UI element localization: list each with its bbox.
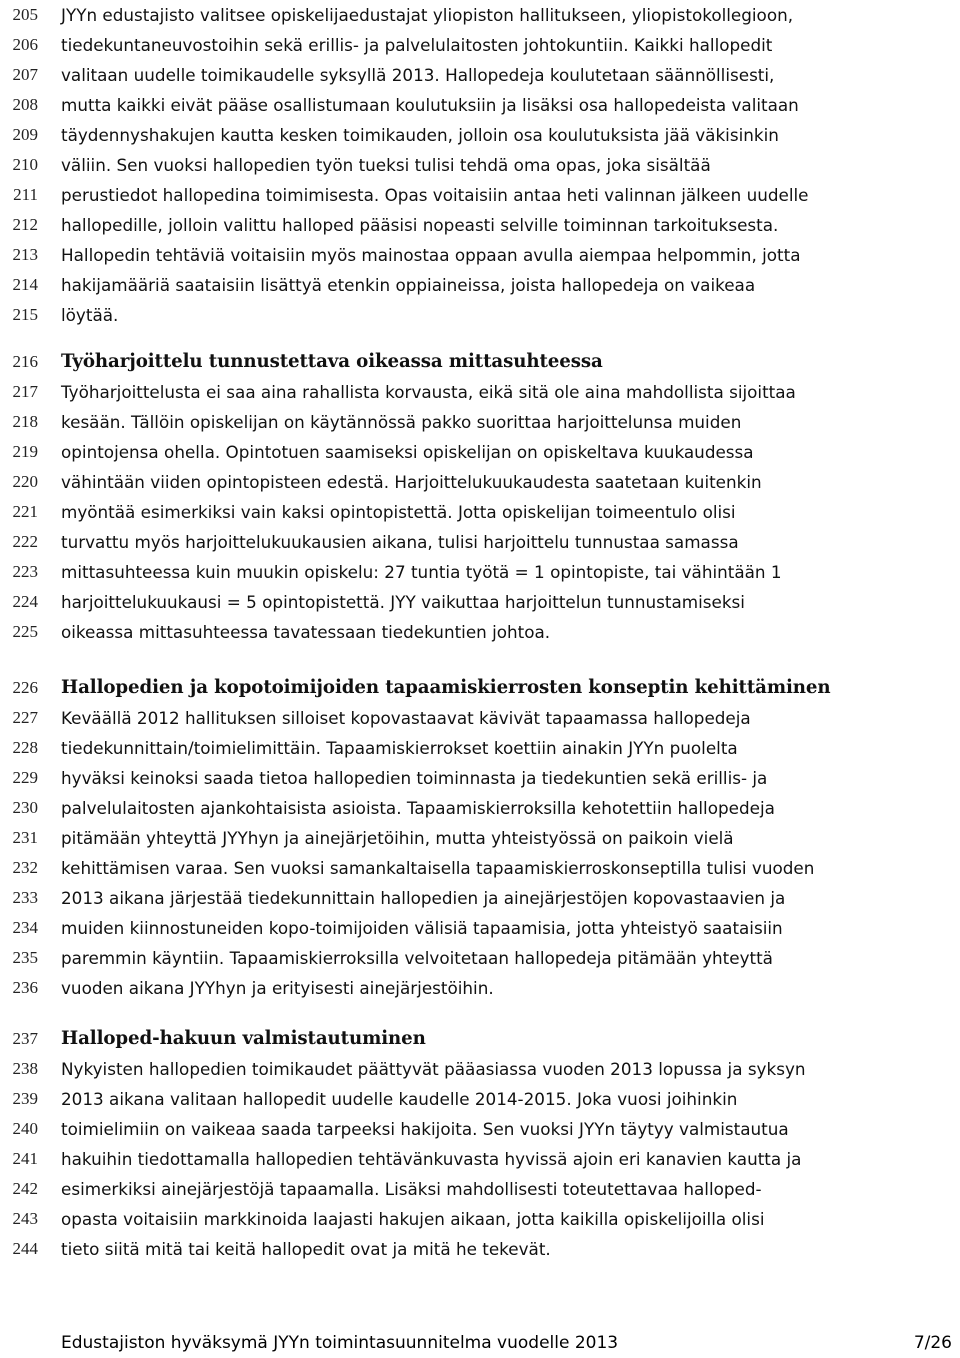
line-text: väliin. Sen vuoksi hallopedien työn tueksi tulisi tehdä oma opas, joka sisältää: [61, 155, 711, 175]
text-line: [0, 1054, 960, 1084]
line-number: 234: [12, 918, 38, 937]
text-line: [0, 703, 960, 733]
line-number: 229: [12, 768, 38, 787]
heading-text: Hallopedien ja kopotoimijoiden tapaamiskierrosten konseptin kehittäminen: [61, 677, 831, 698]
text-line: [0, 913, 960, 943]
line-number: 213: [12, 245, 38, 264]
line-text: tiedekuntaneuvostoihin sekä erillis- ja palvelulaitosten johtokuntiin. Kaikki hallopedit: [61, 35, 773, 55]
text-line: [0, 853, 960, 883]
line-text: JYYn edustajisto valitsee opiskelijaedustajat yliopiston hallitukseen, yliopistokollegioon,: [61, 5, 794, 25]
text-line: [0, 793, 960, 823]
line-text: palvelulaitosten ajankohtaisista asioista. Tapaamiskierroksilla kehotettiin hallopedeja: [61, 798, 775, 818]
line-text: oikeassa mittasuhteessa tavatessaan tiedekuntien johtoa.: [61, 622, 551, 642]
text-line: [0, 943, 960, 973]
text-line: [0, 437, 960, 467]
line-text: vuoden aikana JYYhyn ja erityisesti ainejärjestöihin.: [61, 978, 494, 998]
section-heading: [0, 347, 960, 377]
line-text: tiedekunnittain/toimielimittäin. Tapaamiskierrokset koettiin ainakin JYYn puolelta: [61, 738, 738, 758]
line-number: 242: [12, 1179, 38, 1198]
line-number: 207: [12, 65, 38, 84]
section-halloped-haku: [0, 1024, 960, 1264]
paragraph-hallopedit: [0, 0, 960, 330]
page-number: 7/26: [913, 1333, 952, 1353]
text-line: [0, 763, 960, 793]
text-line: [0, 0, 960, 30]
line-number: 220: [12, 472, 38, 491]
line-text: Keväällä 2012 hallituksen silloiset kopovastaavat kävivät tapaamassa hallopedeja: [61, 708, 751, 728]
section-tyoharjoittelu: [0, 347, 960, 647]
section-tapaamiskierrokset: [0, 673, 960, 1003]
line-text: Työharjoittelusta ei saa aina rahallista korvausta, eikä sitä ole aina mahdollista sijoittaa: [61, 382, 796, 402]
line-text: harjoittelukuukausi = 5 opintopistettä. JYY vaikuttaa harjoittelun tunnustamiseksi: [61, 592, 745, 612]
line-text: toimielimiin on vaikeaa saada tarpeeksi hakijoita. Sen vuoksi JYYn täytyy valmistautua: [61, 1119, 789, 1139]
line-text: esimerkiksi ainejärjestöjä tapaamalla. Lisäksi mahdollisesti toteutettavaa halloped-: [61, 1179, 762, 1199]
line-number: 236: [12, 978, 38, 997]
text-line: [0, 1114, 960, 1144]
line-text: 2013 aikana järjestää tiedekunnittain hallopedien ja ainejärjestöjen kopovastaavien ja: [61, 888, 786, 908]
line-text: mittasuhteessa kuin muukin opiskelu: 27 tuntia työtä = 1 opintopiste, tai vähintään 1: [61, 562, 782, 582]
line-text: vähintään viiden opintopisteen edestä. Harjoittelukuukaudesta saatetaan kuitenkin: [61, 472, 762, 492]
line-text: löytää.: [61, 305, 119, 325]
line-number: 212: [12, 215, 38, 234]
text-line: [0, 300, 960, 330]
line-number: 228: [12, 738, 38, 757]
line-text: hallopedille, jolloin valittu halloped pääsisi nopeasti selville toiminnan tarkoituksesta.: [61, 215, 779, 235]
text-line: [0, 120, 960, 150]
line-text: myöntää esimerkiksi vain kaksi opintopistettä. Jotta opiskelijan toimeentulo olisi: [61, 502, 736, 522]
text-line: [0, 733, 960, 763]
line-number: 219: [12, 442, 38, 461]
line-number: 244: [12, 1239, 38, 1258]
text-line: [0, 180, 960, 210]
line-number: 208: [12, 95, 38, 114]
text-line: [0, 210, 960, 240]
line-text: pitämään yhteyttä JYYhyn ja ainejärjetöihin, mutta yhteistyössä on paikoin vielä: [61, 828, 734, 848]
line-number: 233: [12, 888, 38, 907]
heading-text: Työharjoittelu tunnustettava oikeassa mittasuhteessa: [61, 351, 603, 372]
line-text: Nykyisten hallopedien toimikaudet päättyvät pääasiassa vuoden 2013 lopussa ja syksyn: [61, 1059, 806, 1079]
line-number: 210: [12, 155, 38, 174]
text-line: [0, 240, 960, 270]
text-line: [0, 557, 960, 587]
line-number: 206: [12, 35, 38, 54]
heading-text: Halloped-hakuun valmistautuminen: [61, 1028, 426, 1049]
line-number: 232: [12, 858, 38, 877]
line-number: 237: [12, 1029, 38, 1048]
text-line: [0, 1084, 960, 1114]
line-number: 231: [12, 828, 38, 847]
line-number: 227: [12, 708, 38, 727]
text-line: [0, 270, 960, 300]
text-line: [0, 377, 960, 407]
line-number: 209: [12, 125, 38, 144]
line-number: 205: [12, 5, 38, 24]
text-line: [0, 617, 960, 647]
text-line: [0, 150, 960, 180]
line-text: täydennyshakujen kautta kesken toimikauden, jolloin osa koulutuksista jää väkisinkin: [61, 125, 779, 145]
text-line: [0, 90, 960, 120]
line-number: 223: [12, 562, 38, 581]
line-text: muiden kiinnostuneiden kopo-toimijoiden välisiä tapaamisia, jotta yhteistyö saataisiin: [61, 918, 783, 938]
text-line: [0, 1144, 960, 1174]
line-number: 214: [12, 275, 38, 294]
text-line: [0, 973, 960, 1003]
line-text: hyväksi keinoksi saada tietoa hallopedien toiminnasta ja tiedekuntien sekä erillis- ja: [61, 768, 768, 788]
line-text: kesään. Tällöin opiskelijan on käytännössä pakko suorittaa harjoittelunsa muiden: [61, 412, 742, 432]
text-line: [0, 497, 960, 527]
text-line: [0, 467, 960, 497]
line-number: 226: [12, 678, 38, 697]
line-number: 224: [12, 592, 38, 611]
page-footer: [61, 1328, 952, 1358]
text-line: [0, 1234, 960, 1264]
line-number: 239: [12, 1089, 38, 1108]
line-number: 222: [12, 532, 38, 551]
text-line: [0, 30, 960, 60]
text-line: [0, 527, 960, 557]
line-text: Hallopedin tehtäviä voitaisiin myös mainostaa oppaan avulla aiempaa helpommin, jotta: [61, 245, 801, 265]
line-text: hakuihin tiedottamalla hallopedien tehtävänkuvasta hyvissä ajoin eri kanavien kautta ja: [61, 1149, 802, 1169]
line-number: 211: [13, 185, 38, 204]
line-text: hakijamääriä saataisiin lisättyä etenkin oppiaineissa, joista hallopedeja on vaikeaa: [61, 275, 756, 295]
line-number: 221: [12, 502, 38, 521]
text-line: [0, 823, 960, 853]
line-number: 230: [12, 798, 38, 817]
line-text: tieto siitä mitä tai keitä hallopedit ovat ja mitä he tekevät.: [61, 1239, 551, 1259]
line-text: turvattu myös harjoittelukuukausien aikana, tulisi harjoittelu tunnustaa samassa: [61, 532, 739, 552]
section-heading: [0, 673, 960, 703]
line-number: 240: [12, 1119, 38, 1138]
line-number: 215: [12, 305, 38, 324]
text-line: [0, 883, 960, 913]
text-line: [0, 407, 960, 437]
line-text: perustiedot hallopedina toimimisesta. Opas voitaisiin antaa heti valinnan jälkeen uudelle: [61, 185, 809, 205]
line-text: kehittämisen varaa. Sen vuoksi samankaltaisella tapaamiskierroskonseptilla tulisi vuoden: [61, 858, 815, 878]
line-number: 235: [12, 948, 38, 967]
line-text: valitaan uudelle toimikaudelle syksyllä 2013. Hallopedeja koulutetaan säännöllisesti,: [61, 65, 775, 85]
line-number: 217: [12, 382, 38, 401]
line-number: 243: [12, 1209, 38, 1228]
line-text: opintojensa ohella. Opintotuen saamiseksi opiskelijan on opiskeltava kuukaudessa: [61, 442, 754, 462]
section-heading: [0, 1024, 960, 1054]
line-number: 225: [12, 622, 38, 641]
line-text: paremmin käyntiin. Tapaamiskierroksilla velvoitetaan hallopedeja pitämään yhteyttä: [61, 948, 773, 968]
text-line: [0, 1174, 960, 1204]
footer-title: Edustajiston hyväksymä JYYn toimintasuunnitelma vuodelle 2013: [61, 1333, 619, 1353]
text-line: [0, 587, 960, 617]
text-line: [0, 60, 960, 90]
line-number: 216: [12, 352, 38, 371]
line-number: 238: [12, 1059, 38, 1078]
line-text: 2013 aikana valitaan hallopedit uudelle kaudelle 2014-2015. Joka vuosi joihinkin: [61, 1089, 738, 1109]
line-text: mutta kaikki eivät pääse osallistumaan koulutuksiin ja lisäksi osa hallopedeista valitaan: [61, 95, 799, 115]
line-number: 218: [12, 412, 38, 431]
text-line: [0, 1204, 960, 1234]
line-number: 241: [12, 1149, 38, 1168]
line-text: opasta voitaisiin markkinoida laajasti hakujen aikaan, jotta kaikilla opiskelijoilla olisi: [61, 1209, 765, 1229]
